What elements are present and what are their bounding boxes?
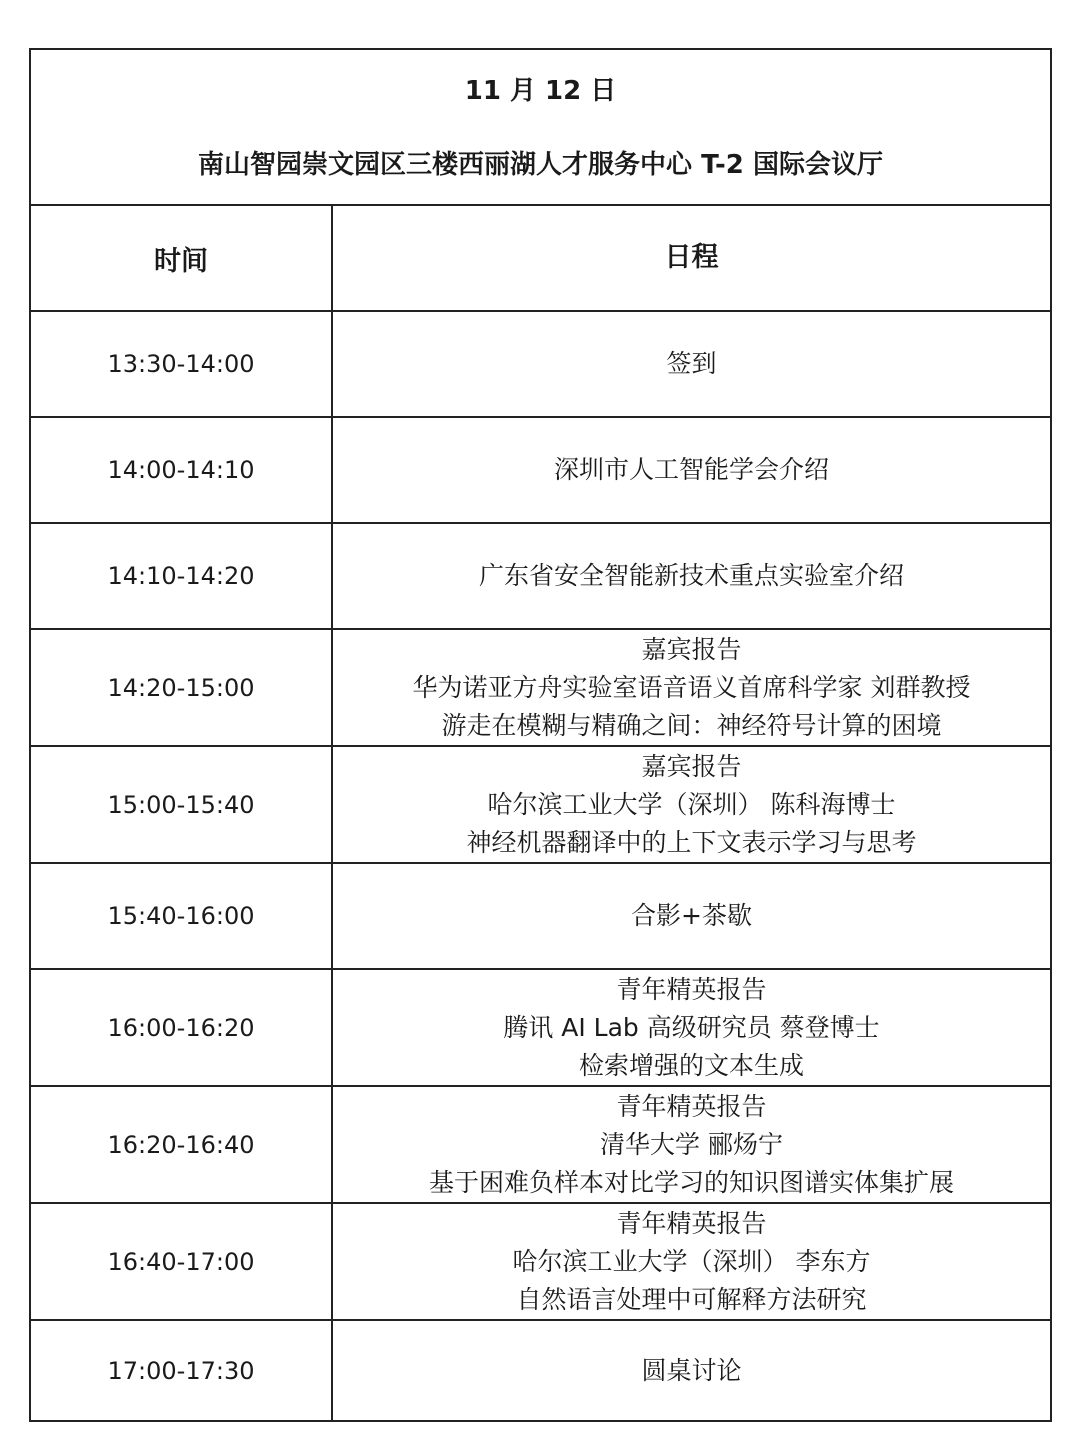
table-row [31,418,1050,524]
agenda-line: 青年精英报告 [616,1208,767,1238]
table-header [31,50,1050,206]
row-agenda [333,524,1050,628]
row-agenda [333,630,1050,745]
table-row [31,312,1050,418]
agenda-line: 签到 [666,349,717,378]
agenda-line: 神经机器翻译中的上下文表示学习与思考 [466,827,917,857]
event-date: 11 月 12 日 [464,76,617,106]
agenda-line: 合影+茶歇 [631,901,752,930]
row-time: 16:20-16:40 [31,1087,333,1202]
agenda-line: 检索增强的文本生成 [578,1050,804,1080]
agenda-line: 基于困难负样本对比学习的知识图谱实体集扩展 [428,1167,954,1197]
row-time: 15:40-16:00 [31,864,333,968]
row-time: 13:30-14:00 [31,312,333,416]
row-time: 15:00-15:40 [31,747,333,862]
row-agenda [333,1087,1050,1202]
table-row [31,524,1050,630]
row-time: 16:40-17:00 [31,1204,333,1319]
agenda-line: 哈尔滨工业大学（深圳） 陈科海博士 [487,789,896,819]
agenda-line: 腾讯 AI Lab 高级研究员 蔡登博士 [503,1012,880,1042]
agenda-line: 华为诺亚方舟实验室语音语义首席科学家 刘群教授 [412,672,971,702]
row-time: 16:00-16:20 [31,970,333,1085]
row-agenda [333,312,1050,416]
agenda-line: 深圳市人工智能学会介绍 [553,455,829,484]
agenda-line: 嘉宾报告 [641,634,742,664]
table-row [31,630,1050,747]
row-time: 14:20-15:00 [31,630,333,745]
column-header-time: 时间 [31,206,333,310]
row-agenda [333,747,1050,862]
agenda-line: 青年精英报告 [616,1091,767,1121]
table-row [31,864,1050,970]
table-row [31,1087,1050,1204]
column-header-row [31,206,1050,312]
row-agenda [333,418,1050,522]
row-time: 14:00-14:10 [31,418,333,522]
row-agenda [333,970,1050,1085]
agenda-line: 嘉宾报告 [641,751,742,781]
row-time: 17:00-17:30 [31,1321,333,1420]
row-time: 14:10-14:20 [31,524,333,628]
row-agenda [333,864,1050,968]
agenda-line: 青年精英报告 [616,974,767,1004]
table-row [31,1204,1050,1321]
row-agenda [333,1321,1050,1420]
event-venue: 南山智园崇文园区三楼西丽湖人才服务中心 T-2 国际会议厅 [198,150,883,180]
agenda-line: 清华大学 郦炀宁 [600,1129,783,1159]
agenda-line: 圆桌讨论 [641,1355,742,1385]
agenda-line: 游走在模糊与精确之间：神经符号计算的困境 [441,710,942,740]
table-row [31,747,1050,864]
schedule-table [29,48,1052,1422]
agenda-line: 自然语言处理中可解释方法研究 [516,1284,867,1314]
table-row [31,970,1050,1087]
agenda-line: 广东省安全智能新技术重点实验室介绍 [478,561,904,590]
column-header-agenda: 日程 [664,242,719,273]
table-row [31,1321,1050,1420]
row-agenda [333,1204,1050,1319]
agenda-line: 哈尔滨工业大学（深圳） 李东方 [512,1246,871,1276]
